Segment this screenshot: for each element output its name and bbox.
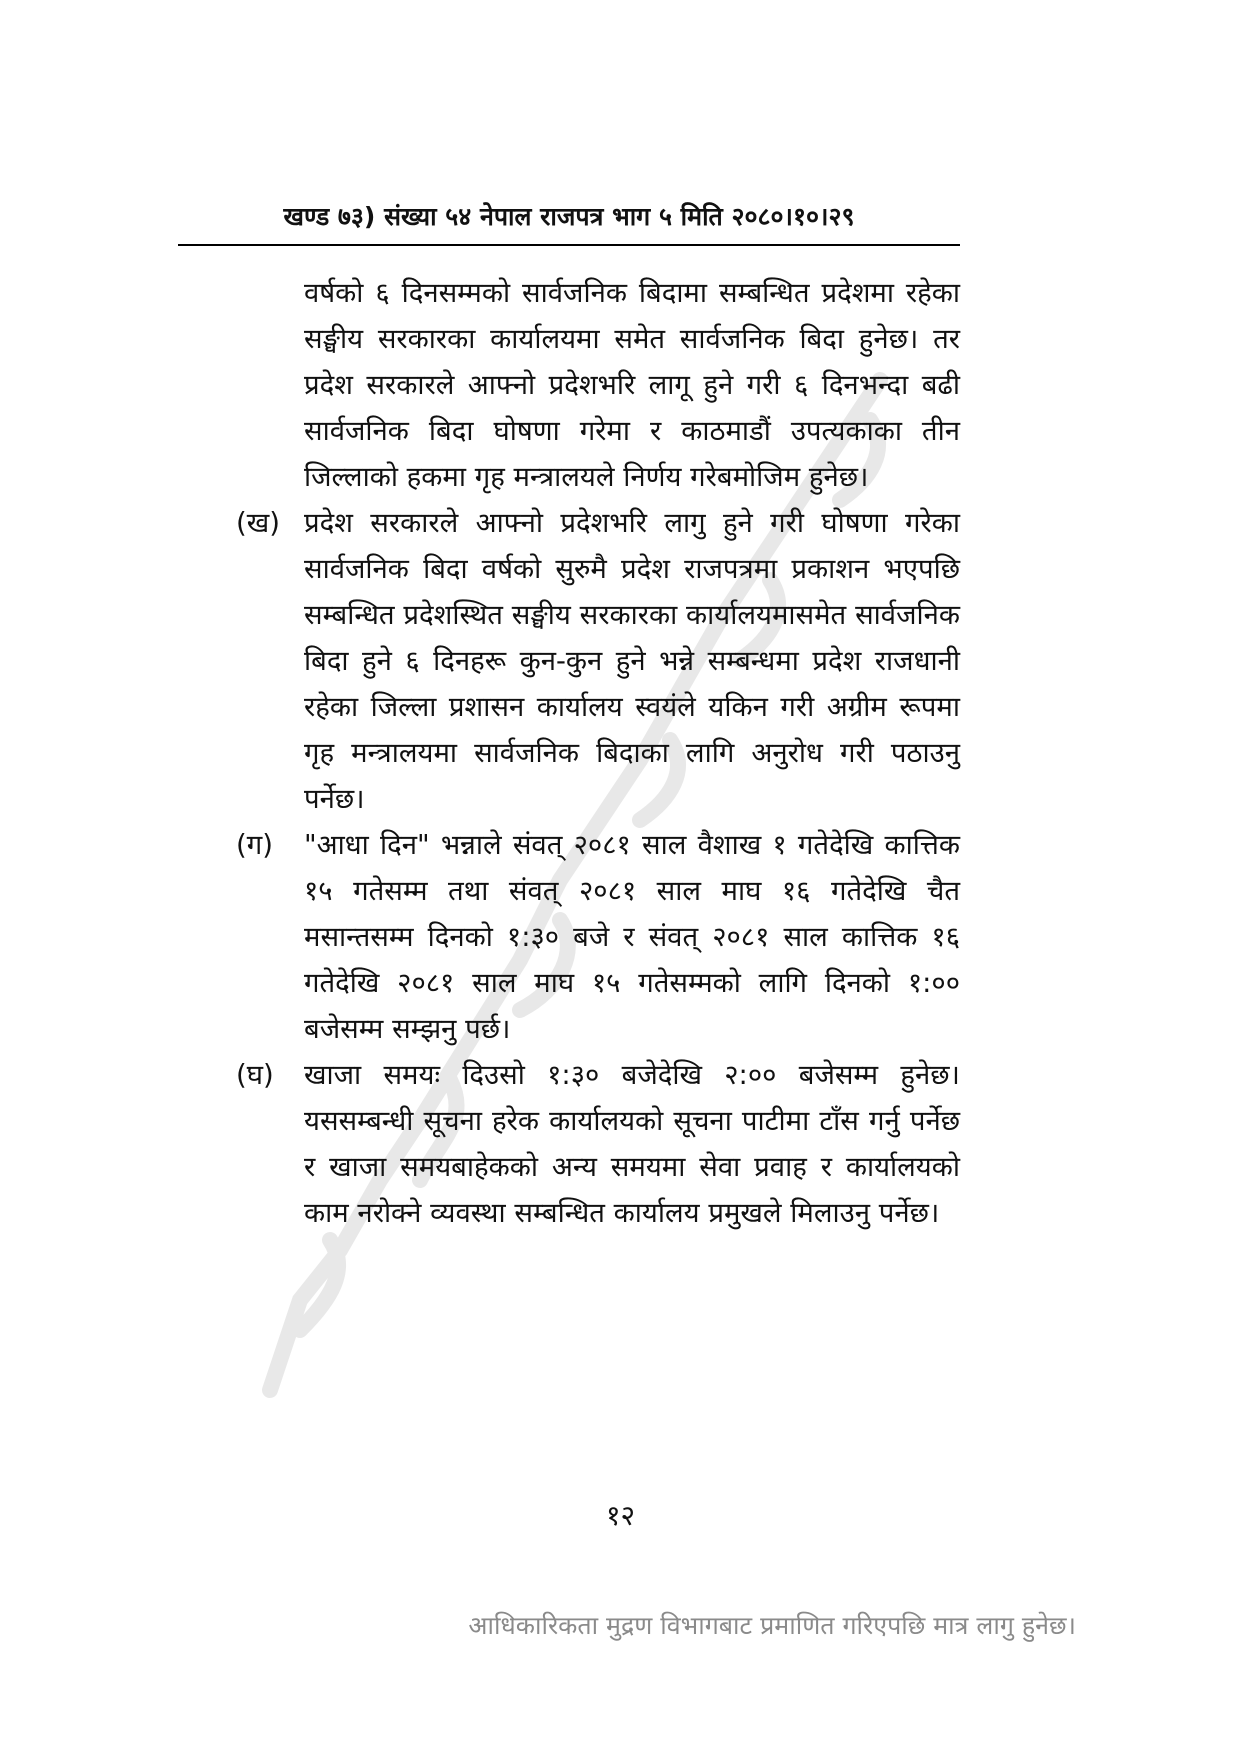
clause-kha	[236, 500, 960, 822]
clause-text: खाजा समयः दिउसो १:३० बजेदेखि २:०० बजेसम्म हुनेछ। यससम्बन्धी सूचना हरेक कार्यालयको सूचना पाटीमा टाँस गर्नु पर्नेछ र खाजा समयबाहेकको अन्य समयमा सेवा प्रवाह र कार्यालयको काम नरोक्ने व्यवस्था सम्बन्धित कार्यालय प्रमुखले मिलाउनु पर्नेछ।	[304, 1059, 960, 1229]
gazette-body	[236, 270, 960, 1236]
gazette-header: खण्ड ७३) संख्या ५४ नेपाल राजपत्र भाग ५ मिति २०८०।१०।२९	[178, 200, 960, 246]
page-number: १२	[605, 1499, 636, 1532]
clause-marker: (ख)	[236, 507, 280, 539]
continuation-paragraph: वर्षको ६ दिनसम्मको सार्वजनिक बिदामा सम्बन्धित प्रदेशमा रहेका सङ्घीय सरकारका कार्यालयमा समेत सार्वजनिक बिदा हुनेछ। तर प्रदेश सरकारले आफ्नो प्रदेशभरि लागू हुने गरी ६ दिनभन्दा बढी सार्वजनिक बिदा घोषणा गरेमा र काठमाडौं उपत्यकाका तीन जिल्लाको हकमा गृह मन्त्रालयले निर्णय गरेबमोजिम हुनेछ।	[304, 277, 960, 493]
clause-ga	[236, 822, 960, 1052]
clause-text: प्रदेश सरकारले आफ्नो प्रदेशभरि लागु हुने गरी घोषणा गरेका सार्वजनिक बिदा वर्षको सुरुमै प्रदेश राजपत्रमा प्रकाशन भएपछि सम्बन्धित प्रदेशस्थित सङ्घीय सरकारका कार्यालयमासमेत सार्वजनिक बिदा हुने ६ दिनहरू कुन-कुन हुने भन्ने सम्बन्धमा प्रदेश राजधानी रहेका जिल्ला प्रशासन कार्यालय स्वयंले यकिन गरी अग्रीम रूपमा गृह मन्त्रालयमा सार्वजनिक बिदाका लागि अनुरोध गरी पठाउनु पर्नेछ।	[304, 507, 960, 815]
footer-notice: आधिकारिकता मुद्रण विभागबाट प्रमाणित गरिएपछि मात्र लागु हुनेछ।	[468, 1611, 1076, 1640]
clause-marker: (घ)	[236, 1059, 274, 1091]
clause-text: "आधा दिन" भन्नाले संवत् २०८१ साल वैशाख १ गतेदेखि कात्तिक १५ गतेसम्म तथा संवत् २०८१ साल माघ १६ गतेदेखि चैत मसान्तसम्म दिनको १:३० बजे र संवत् २०८१ साल कात्तिक १६ गतेदेखि २०८१ साल माघ १५ गतेसम्मको लागि दिनको १:०० बजेसम्म सम्झनु पर्छ।	[304, 829, 960, 1045]
clause-marker: (ग)	[236, 829, 273, 861]
clause-gha	[236, 1052, 960, 1236]
